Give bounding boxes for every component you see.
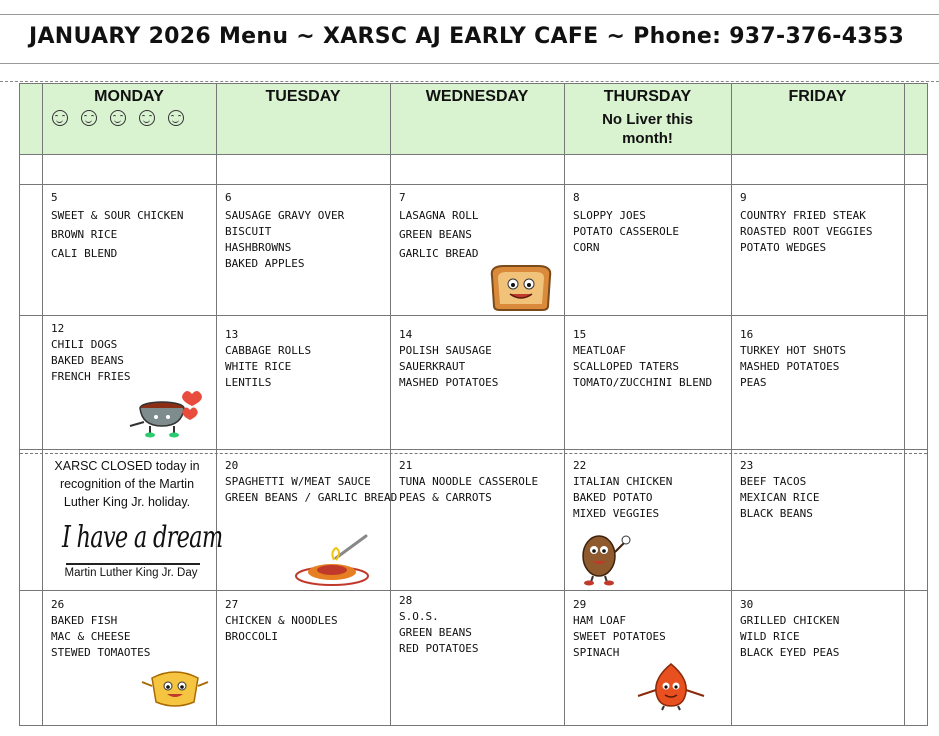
date-number: 5 <box>51 191 58 204</box>
toast-icon <box>486 262 556 312</box>
day-header-tuesday: TUESDAY <box>265 88 341 105</box>
mlk-day-caption: Martin Luther King Jr. Day <box>64 567 198 579</box>
date-number: 13 <box>225 328 239 341</box>
day-cell-15 <box>573 327 712 391</box>
holiday-notice <box>42 457 212 511</box>
day-cell-22 <box>573 458 672 522</box>
menu-item: MASHED POTATOES <box>740 360 840 373</box>
mac-and-cheese-icon <box>140 664 210 710</box>
menu-item: PEAS <box>740 376 767 389</box>
menu-item: S.O.S. <box>399 610 439 623</box>
menu-item: MAC & CHEESE <box>51 630 131 643</box>
day-header-friday: FRIDAY <box>788 88 847 105</box>
date-number: 20 <box>225 459 239 472</box>
day-cell-6 <box>225 190 344 272</box>
title-bar <box>0 14 939 64</box>
date-number: 23 <box>740 459 754 472</box>
menu-item: CHILI DOGS <box>51 338 118 351</box>
menu-item: MEATLOAF <box>573 344 626 357</box>
day-cell-29 <box>573 597 666 661</box>
menu-item: STEWED TOMAOTES <box>51 646 151 659</box>
day-cell-14 <box>399 327 498 391</box>
menu-item: CHICKEN & NOODLES <box>225 614 338 627</box>
menu-item: BAKED APPLES <box>225 257 305 270</box>
day-header-thursday: THURSDAY <box>603 88 692 105</box>
smiley-icon <box>81 110 97 126</box>
day-cell-23 <box>740 458 819 522</box>
thursday-note-line: No Liver this <box>602 111 693 128</box>
date-number: 6 <box>225 191 232 204</box>
grid-line <box>216 84 217 725</box>
grid-line <box>20 315 927 316</box>
day-header-wednesday: WEDNESDAY <box>425 88 529 105</box>
holiday-line: recognition of the Martin <box>59 477 195 491</box>
grid-line <box>731 84 732 725</box>
menu-item: GRILLED CHICKEN <box>740 614 840 627</box>
menu-item: ITALIAN CHICKEN <box>573 475 673 488</box>
menu-item: RED POTATOES <box>399 642 479 655</box>
day-cell-21 <box>399 458 538 506</box>
smiley-icon <box>52 110 68 126</box>
menu-item: SPAGHETTI W/MEAT SAUCE <box>225 475 371 488</box>
menu-item: SCALLOPED TATERS <box>573 360 679 373</box>
menu-item: TOMATO/ZUCCHINI BLEND <box>573 376 713 389</box>
menu-item: SLOPPY JOES <box>573 209 646 222</box>
date-number: 12 <box>51 322 65 335</box>
date-number: 22 <box>573 459 587 472</box>
menu-item: GREEN BEANS / GARLIC BREAD <box>225 491 398 504</box>
menu-item: GREEN BEANS <box>399 626 472 639</box>
smiley-icon <box>139 110 155 126</box>
menu-item: POTATO CASSEROLE <box>573 225 679 238</box>
holiday-line: XARSC CLOSED today in <box>54 459 200 473</box>
menu-item: BROWN RICE <box>51 228 118 241</box>
day-cell-26 <box>51 597 150 661</box>
smiley-row <box>52 110 184 126</box>
menu-item: WHITE RICE <box>225 360 292 373</box>
day-cell-28 <box>399 593 478 657</box>
menu-item: BAKED FISH <box>51 614 118 627</box>
holiday-line: Luther King Jr. holiday. <box>63 495 191 509</box>
chili-bowl-icon <box>126 386 208 440</box>
menu-item: POTATO WEDGES <box>740 241 827 254</box>
date-number: 15 <box>573 328 587 341</box>
day-cell-27 <box>225 597 338 645</box>
day-cell-12 <box>51 321 130 385</box>
date-number: 28 <box>399 594 413 607</box>
menu-item: CALI BLEND <box>51 247 118 260</box>
menu-item: SPINACH <box>573 646 620 659</box>
menu-item: MEXICAN RICE <box>740 491 820 504</box>
menu-item: MASHED POTATOES <box>399 376 499 389</box>
thursday-note-line: month! <box>622 130 673 147</box>
menu-item: TURKEY HOT SHOTS <box>740 344 846 357</box>
menu-item: BROCCOLI <box>225 630 278 643</box>
day-cell-20 <box>225 458 397 506</box>
menu-item: HASHBROWNS <box>225 241 292 254</box>
menu-item: BLACK BEANS <box>740 507 813 520</box>
date-number: 16 <box>740 328 754 341</box>
date-number: 27 <box>225 598 239 611</box>
date-number: 29 <box>573 598 587 611</box>
menu-item: LASAGNA ROLL <box>399 209 479 222</box>
menu-item: SWEET POTATOES <box>573 630 666 643</box>
date-number: 21 <box>399 459 413 472</box>
menu-item: GARLIC BREAD <box>399 247 479 260</box>
i-have-a-dream-text: I have a dream <box>62 520 223 555</box>
day-cell-7 <box>399 190 478 262</box>
spaghetti-icon <box>294 530 374 586</box>
menu-item: LENTILS <box>225 376 272 389</box>
menu-item: TUNA NOODLE CASSEROLE <box>399 475 539 488</box>
menu-item: FRENCH FRIES <box>51 370 131 383</box>
day-cell-13 <box>225 327 311 391</box>
day-cell-8 <box>573 190 679 256</box>
grid-line <box>564 84 565 725</box>
date-number: 26 <box>51 598 65 611</box>
menu-item: BAKED POTATO <box>573 491 653 504</box>
menu-item: WILD RICE <box>740 630 800 643</box>
grid-line <box>390 84 391 725</box>
date-number: 14 <box>399 328 413 341</box>
menu-item: MIXED VEGGIES <box>573 507 660 520</box>
date-number: 30 <box>740 598 754 611</box>
menu-item: SAUERKRAUT <box>399 360 466 373</box>
menu-item: BEEF TACOS <box>740 475 807 488</box>
menu-item: PEAS & CARROTS <box>399 491 492 504</box>
dream-underline <box>66 563 200 565</box>
menu-item: SWEET & SOUR CHICKEN <box>51 209 184 222</box>
menu-item: CORN <box>573 241 600 254</box>
menu-item: SAUSAGE GRAVY OVER <box>225 209 345 222</box>
menu-item: BLACK EYED PEAS <box>740 646 840 659</box>
menu-item: BISCUIT <box>225 225 272 238</box>
menu-item: COUNTRY FRIED STEAK <box>740 209 866 222</box>
potato-character-icon <box>575 530 633 586</box>
grid-line <box>20 453 927 454</box>
smiley-icon <box>110 110 126 126</box>
grid-line <box>20 184 927 185</box>
menu-item: BAKED BEANS <box>51 354 124 367</box>
divider <box>0 81 939 82</box>
grid-line <box>904 84 905 725</box>
menu-item: CABBAGE ROLLS <box>225 344 312 357</box>
smiley-icon <box>168 110 184 126</box>
day-cell-16 <box>740 327 846 391</box>
thursday-note <box>564 110 731 148</box>
date-number: 8 <box>573 191 580 204</box>
grid-line <box>20 154 927 155</box>
menu-item: POLISH SAUSAGE <box>399 344 492 357</box>
day-cell-5 <box>51 190 183 262</box>
sweet-potato-character-icon <box>630 660 712 712</box>
day-cell-30 <box>740 597 839 661</box>
grid-line <box>20 449 927 450</box>
date-number: 9 <box>740 191 747 204</box>
menu-item: GREEN BEANS <box>399 228 472 241</box>
grid-line <box>20 590 927 591</box>
menu-item: HAM LOAF <box>573 614 626 627</box>
date-number: 7 <box>399 191 406 204</box>
day-cell-9 <box>740 190 872 256</box>
menu-title: JANUARY 2026 Menu ~ XARSC AJ EARLY CAFE ~ Phone: 937-376-4353 <box>29 24 905 49</box>
day-header-monday: MONDAY <box>94 88 164 105</box>
grid-line <box>42 84 43 725</box>
menu-item: ROASTED ROOT VEGGIES <box>740 225 873 238</box>
